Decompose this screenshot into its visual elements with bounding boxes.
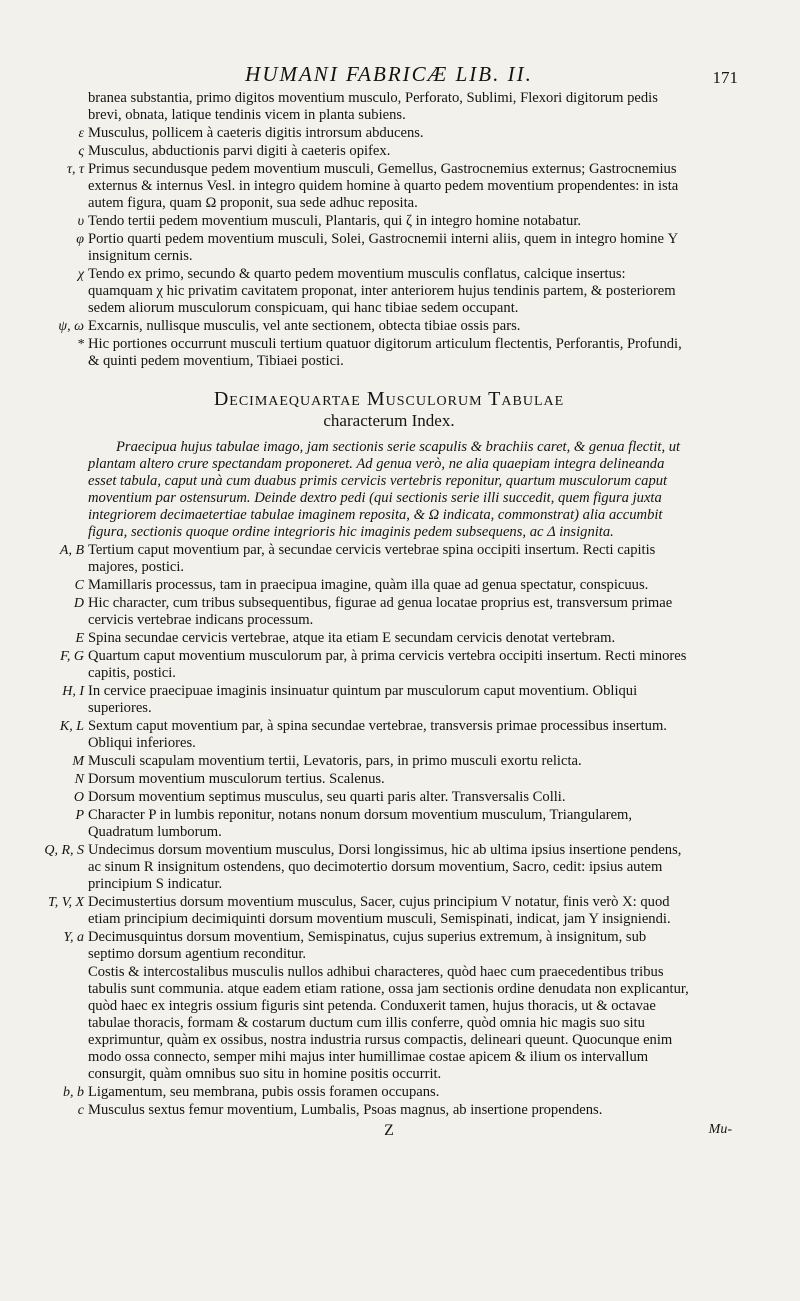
entry-label: C — [74, 578, 84, 593]
entry-text: In cervice praecipuae imaginis insinuatur quintum par musculorum caput moventium. Obliqui superiores. — [88, 683, 638, 716]
section-subheading: characterum Index. — [323, 411, 455, 430]
legend-entry — [44, 842, 690, 893]
legend-entry — [76, 231, 690, 265]
entry-text: Spina secundae cervicis vertebrae, atque ita etiam E secundam cervicis denotat vertebram. — [88, 630, 616, 646]
legend-entry — [59, 542, 690, 576]
section-heading: Decimaequartae Musculorum Tabulae — [213, 388, 565, 410]
legend-entry — [60, 648, 690, 682]
legend-entry — [88, 90, 690, 124]
entry-label: F, G — [60, 649, 84, 664]
entry-text: Musculus sextus femur moventium, Lumbalis, Psoas magnus, ab insertione propendens. — [88, 1102, 603, 1118]
entry-label: P — [75, 808, 84, 823]
entry-text: Decimustertius dorsum moventium musculus, Sacer, cujus principium V notatur, finis verò X: quod etiam principium decimiquinti dorsum moventium musculi, Semispinati, indicat, jam Y insigniendi. — [88, 894, 671, 927]
legend-entry — [77, 266, 690, 317]
entry-label: M — [72, 754, 84, 769]
entry-label: Y, a — [63, 930, 84, 945]
entry-text: branea substantia, primo digitos moventium musculo, Perforato, Sublimi, Flexori digitorum pedis brevi, obnata, latique tendinis vicem in planta subiens. — [88, 90, 658, 123]
entry-text: Mamillaris processus, tam in praecipua imagine, quàm illa quae ad genua spectatur, conspicuus. — [88, 577, 649, 593]
entry-label: φ — [76, 232, 84, 247]
legend-entry — [73, 595, 690, 629]
entry-label: E — [75, 631, 84, 646]
legend-entry — [77, 1102, 690, 1119]
signature-mark: Z — [384, 1122, 394, 1139]
page-number: 171 — [712, 68, 738, 87]
legend-entry — [63, 929, 690, 963]
entry-text: Tertium caput moventium par, à secundae cervicis vertebrae spina occipiti insertum. Recti capitis majores, postici. — [88, 542, 656, 575]
entry-label: A, B — [59, 543, 84, 558]
entry-label: T, V, X — [47, 895, 84, 910]
entry-label: Q, R, S — [44, 843, 84, 858]
legend-entry — [74, 577, 690, 594]
entry-text: Primus secundusque pedem moventium musculi, Gemellus, Gastrocnemius externus; Gastrocnemius externus & internus Vesl. in integro quidem homine à quarto pedem moventium propendentes: in ista autem figura, quam Ω proponit, sua sede adhuc reposita. — [88, 161, 679, 211]
page-footer — [88, 1120, 732, 1142]
section-intro: Praecipua hujus tabulae imago, jam sectionis serie scapulis & brachiis caret, & genua flectit, ut plantam altero crure spectandam proponeret. Ad genua verò, ne alia quaepiam integra delineanda esset tabula, caput unà cum duabus primis cervicis vertebris reponitur, quartum musculorum caput moventium par ostensurum. Deinde dextro pedi (qui sectionis serie illi succedit, quem figura juxta integriorem decimaetertiae tabulae imaginem reposita, & Ω indicata, commonstrat) alia accumbit figura, sectionis quoque ordine integrioris hic imaginis pedem subsequens, ac Δ insignita. — [88, 439, 681, 540]
entry-text: Decimusquintus dorsum moventium, Semispinatus, cujus superius extremum, à insignitum, sub septimo dorsum agentium reconditur. — [88, 929, 647, 962]
legend-entry — [78, 143, 690, 160]
entry-label: b, b — [63, 1085, 84, 1100]
running-head: HUMANI FABRICÆ LIB. II. — [245, 62, 533, 86]
legend-entry — [58, 318, 690, 335]
catchword: Mu- — [708, 1122, 732, 1137]
entry-text: Sextum caput moventium par, à spina secundae vertebrae, transversis primae processibus insertum. Obliqui inferiores. — [88, 718, 667, 751]
legend-entry — [75, 630, 690, 647]
legend-entry — [47, 894, 690, 928]
entry-text: Portio quarti pedem moventium musculi, Solei, Gastrocnemii interni aliis, quem in integro homine Υ insignitum cernis. — [88, 231, 678, 264]
legend-entry — [73, 789, 690, 806]
bottom-entries-list — [44, 542, 690, 1119]
entry-label: τ, τ — [66, 162, 84, 177]
entry-text: Dorsum moventium septimus musculus, seu quarti paris alter. Transversalis Colli. — [88, 789, 566, 805]
page-header — [88, 58, 738, 90]
entry-text: Quartum caput moventium musculorum par, à prima cervicis vertebra occipiti insertum. Recti minores capitis, postici. — [88, 648, 687, 681]
entry-text: Hic character, cum tribus subsequentibus, figurae ad genua locatae proprius est, transversum primae cervicis vertebrae indicans processum. — [88, 595, 673, 628]
entry-label: χ — [77, 267, 84, 282]
entry-text: Dorsum moventium musculorum tertius. Scalenus. — [88, 771, 385, 787]
legend-entry — [59, 718, 690, 752]
entry-label: ς — [78, 144, 84, 159]
entry-text: Tendo ex primo, secundo & quarto pedem moventium musculis conflatus, calcique insertus: quamquam χ hic privatim cavitatem proponat, inter anteriorem hujus tendinis partem, & posteriorem sedem aliorum musculorum conspicuam, qui hanc tibiae sedem occupant. — [88, 266, 676, 316]
entry-text: Musculi scapulam moventium tertii, Levatoris, pars, in primo musculi exortu relicta. — [88, 753, 582, 769]
entry-label: O — [73, 790, 84, 805]
entry-label: c — [77, 1103, 84, 1118]
entry-text: Tendo tertii pedem moventium musculi, Plantaris, qui ζ in integro homine notabatur. — [88, 213, 582, 229]
legend-entry — [66, 161, 690, 212]
entry-label: ε — [78, 126, 84, 141]
entry-text: Character P in lumbis reponitur, notans nonum dorsum moventium musculum, Triangularem, Quadratum lumborum. — [88, 807, 633, 840]
top-entries-list — [58, 90, 690, 370]
legend-entry — [75, 807, 690, 841]
entry-label: υ — [77, 214, 84, 229]
entry-text: Musculus, abductionis parvi digiti à caeteris opifex. — [88, 143, 391, 159]
entry-text: Hic portiones occurrunt musculi tertium quatuor digitorum articulum flectentis, Perforantis, Profundi, & quinti pedem moventium, Tibiaei postici. — [88, 336, 682, 369]
entry-label: * — [77, 337, 84, 352]
entry-text: Excarnis, nullisque musculis, vel ante sectionem, obtecta tibiae ossis pars. — [88, 318, 521, 334]
legend-entry — [62, 683, 690, 717]
legend-entry — [74, 771, 690, 788]
legend-entry — [77, 336, 690, 370]
entry-label: N — [74, 772, 84, 787]
legend-entry — [88, 964, 690, 1083]
entry-label: ψ, ω — [58, 319, 84, 334]
legend-entry — [63, 1084, 690, 1101]
entry-label: H, I — [62, 684, 84, 699]
entry-text: Ligamentum, seu membrana, pubis ossis foramen occupans. — [88, 1084, 440, 1100]
entry-text: Costis & intercostalibus musculis nullos adhibui characteres, quòd haec cum praecedentibus tribus tabulis sunt communia. atque eadem etiam ratione, ossa jam sectionis ordine denudata non explicantur, quòd haec ex integris ossium figuris sint petenda. Conduxerit tamen, hujus thoracis, ut & octavae tabulae thoracis, formam & costarum ductum cum illis conferre, quòd omnia hic magis suo situ exprimuntur, quàm ex ossibus, nostra industria rursus compactis, delineari queunt. Quocunque enim modo ossa connecto, semper mihi majus inter humillimae costae apicem & ilium os intervallum consurgit, quàm omnibus suo situ in homine positis occurrit. — [88, 964, 689, 1082]
legend-entry — [72, 753, 690, 770]
entry-text: Musculus, pollicem à caeteris digitis introrsum abducens. — [88, 125, 424, 141]
legend-entry — [77, 213, 690, 230]
entry-label: K, L — [59, 719, 84, 734]
legend-entry — [78, 125, 690, 142]
entry-text: Undecimus dorsum moventium musculus, Dorsi longissimus, hic ab ultima ipsius insertione pendens, ac sinum R insignitum ostendens, quo decimotertio dorsum moventium, Sacro, cedit: ipsius autem principium S indicatur. — [88, 842, 682, 892]
entry-label: D — [73, 596, 84, 611]
